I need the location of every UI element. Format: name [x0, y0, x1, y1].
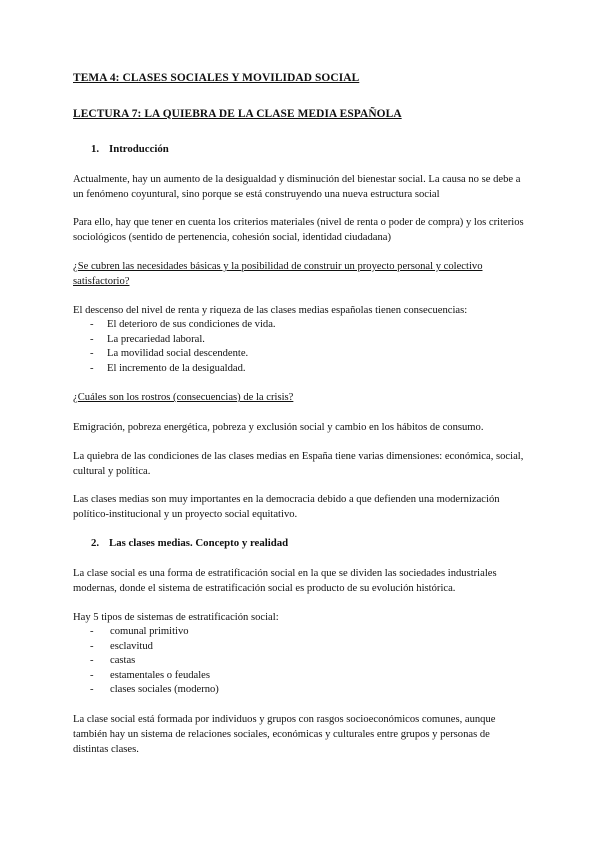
section-1-heading	[73, 142, 525, 157]
list-item: - estamentales o feudales	[73, 669, 525, 684]
section-1-paragraph-6: Las clases medias son muy importantes en la democracia debido a que defienden una modernización político-institucional y un proyecto social equitativo.	[73, 494, 500, 520]
list-item: - La movilidad social descendente.	[73, 347, 525, 362]
list-item: - La precariedad laboral.	[73, 333, 525, 348]
list-item: - El deterioro de sus condiciones de vida.	[73, 318, 525, 333]
section-2-title: Las clases medias. Concepto y realidad	[109, 537, 289, 549]
list-item: - castas	[73, 654, 525, 669]
section-1-paragraph-4: Emigración, pobreza energética, pobreza y exclusión social y cambio en los hábitos de consumo.	[73, 422, 484, 433]
consequences-list	[73, 318, 525, 376]
list-item: - esclavitud	[73, 640, 525, 655]
section-2-paragraph-3: La clase social está formada por individuos y grupos con rasgos socioeconómicos comunes, aunque también hay un sistema de relaciones sociales, económicas y culturales entre grupos y personas de distintas clases.	[73, 714, 496, 755]
section-2-paragraph-2: Hay 5 tipos de sistemas de estratificación social:	[73, 612, 279, 623]
section-1-paragraph-1: Actualmente, hay un aumento de la desigualdad y disminución del bienestar social. La causa no se debe a un fenómeno coyuntural, sino porque se está construyendo una nueva estructura social	[73, 174, 521, 200]
section-2-heading	[73, 536, 525, 551]
section-1-paragraph-2: Para ello, hay que tener en cuenta los criterios materiales (nivel de renta o poder de compra) y los criterios sociológicos (sentido de pertenencia, cohesión social, identidad ciudadana)	[73, 217, 524, 243]
list-item: - El incremento de la desigualdad.	[73, 362, 525, 377]
topic-title: TEMA 4: CLASES SOCIALES Y MOVILIDAD SOCIAL	[73, 72, 360, 84]
list-item: - clases sociales (moderno)	[73, 683, 525, 698]
section-2-number: 2.	[91, 537, 100, 549]
section-2-paragraph-1: La clase social es una forma de estratificación social en la que se dividen las sociedades industriales modernas, donde el sistema de estratificación social es producto de su evolución histórica.	[73, 568, 497, 594]
stratification-types-list	[73, 625, 525, 698]
section-1-paragraph-3: El descenso del nivel de renta y riqueza de las clases medias españolas tienen consecuencias:	[73, 305, 468, 316]
section-1-paragraph-5: La quiebra de las condiciones de las clases medias en España tiene varias dimensiones: económica, social, cultural y política.	[73, 451, 524, 477]
section-1-question-1: ¿Se cubren las necesidades básicas y la posibilidad de construir un proyecto personal y colectivo satisfactorio?	[73, 261, 483, 287]
list-item: - comunal primitivo	[73, 625, 525, 640]
reading-title: LECTURA 7: LA QUIEBRA DE LA CLASE MEDIA ESPAÑOLA	[73, 108, 402, 120]
section-1-title: Introducción	[109, 143, 169, 155]
section-1-number: 1.	[91, 143, 100, 155]
section-1-question-2: ¿Cuáles son los rostros (consecuencias) de la crisis?	[73, 392, 294, 403]
